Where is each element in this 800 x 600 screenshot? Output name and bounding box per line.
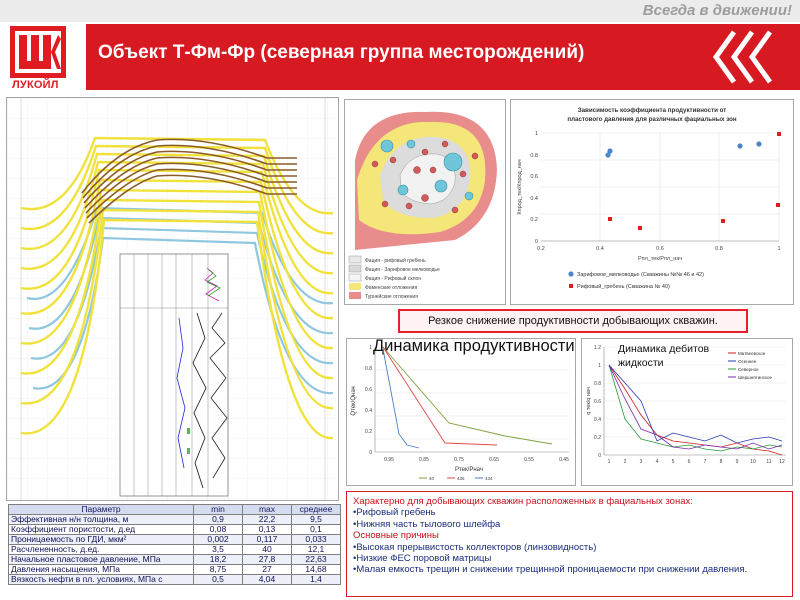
slogan: Всегда в движении! xyxy=(642,2,792,19)
chart3-x-tick: 9 xyxy=(735,459,739,465)
chart3-x-tick: 5 xyxy=(671,459,675,465)
notes-heading: Характерно для добывающих скважин расположенных в фациальных зонах: xyxy=(353,496,693,507)
chevron-emblem-icon xyxy=(710,28,782,86)
chart1-x-tick: 1 xyxy=(777,246,781,252)
seismic-section-panel xyxy=(6,97,339,501)
param-avg: 14,68 xyxy=(292,565,341,575)
chart2-x-tick: 0.55 xyxy=(524,457,534,463)
param-max: 4,04 xyxy=(243,575,292,585)
chart1-point xyxy=(776,203,780,207)
chart2-y-tick: 0.6 xyxy=(365,387,372,393)
param-avg: 1,4 xyxy=(292,575,341,585)
chart2-y-tick: 0.4 xyxy=(365,408,372,414)
title-bar xyxy=(86,24,800,90)
chart2-legend-item: 434 xyxy=(485,476,493,481)
notes-reason: •Высокая прерывистость коллекторов (линзовидность) xyxy=(353,541,597,553)
chart1-legend-item: Зарифовое_мелководье (Скважины №№ 46 и 42) xyxy=(577,272,704,278)
chart3-legend-item: Шершнятинское xyxy=(738,375,772,380)
chart1-point xyxy=(608,217,612,221)
logo-text: ЛУКОЙЛ xyxy=(12,79,59,91)
table-row xyxy=(9,535,341,545)
table-row xyxy=(9,515,341,525)
chart1-y-label: Кпрод_тек/Кпрод_нач xyxy=(517,159,523,215)
param-min: 8,75 xyxy=(194,565,243,575)
chart3-x-tick: 6 xyxy=(687,459,691,465)
map-legend-item: Фаменские отложения xyxy=(365,285,418,291)
table-row xyxy=(9,555,341,565)
chart2-legend-item: 40 xyxy=(429,476,435,481)
param-name: Расчлененность, д.ед. xyxy=(9,545,194,555)
chart1-x-tick: 0.8 xyxy=(715,246,723,252)
chart3-y-tick: 1 xyxy=(598,363,601,369)
param-name: Эффективная н/н толщина, м xyxy=(9,515,194,525)
param-avg: 0,033 xyxy=(292,535,341,545)
chart3-x-tick: 12 xyxy=(779,459,785,465)
chart2-x-tick: 0.95 xyxy=(384,457,394,463)
param-min: 0,002 xyxy=(194,535,243,545)
chart3-y-tick: 0 xyxy=(598,453,601,459)
param-max: 27 xyxy=(243,565,292,575)
chart3-y-tick: 0.8 xyxy=(594,381,601,387)
chart3-x-tick: 4 xyxy=(655,459,659,465)
chart1-x-label: Рпл_тек/Рпл_нач xyxy=(637,256,683,262)
chart2-x-tick: 0.45 xyxy=(559,457,569,463)
chart3-x-tick: 3 xyxy=(639,459,643,465)
param-min: 0,08 xyxy=(194,525,243,535)
chart3-x-tick: 8 xyxy=(719,459,723,465)
chart1-y-tick: 0.2 xyxy=(530,217,538,223)
chart3-y-tick: 0.6 xyxy=(594,399,601,405)
chart2-x-tick: 0.65 xyxy=(489,457,499,463)
table-row xyxy=(9,565,341,575)
param-avg: 22,63 xyxy=(292,555,341,565)
map-legend-item: Фация - Зарифовое мелководье xyxy=(365,267,440,273)
param-max: 40 xyxy=(243,545,292,555)
table-header: max xyxy=(243,505,292,515)
param-avg: 9,5 xyxy=(292,515,341,525)
chart3-legend-item: Северное xyxy=(738,367,759,372)
param-max: 27,8 xyxy=(243,555,292,565)
param-min: 3,5 xyxy=(194,545,243,555)
chart1-legend-item: Рифовый_гребень (Скважина № 40) xyxy=(577,284,670,290)
chart1-point xyxy=(737,143,742,148)
param-min: 18,2 xyxy=(194,555,243,565)
chart3-legend-item: Осеннее xyxy=(738,359,757,364)
facies-map-image xyxy=(345,100,505,304)
map-legend-item: Фация - Рифовый склон xyxy=(365,276,422,282)
chart2-x-label: Ртек/Рнач xyxy=(455,467,483,473)
param-max: 0,117 xyxy=(243,535,292,545)
chart2-x-tick: 0.75 xyxy=(454,457,464,463)
chart1-y-tick: 0 xyxy=(534,239,538,245)
flow-rate-dynamics-chart xyxy=(581,338,793,486)
param-min: 0,9 xyxy=(194,515,243,525)
chart3-x-tick: 10 xyxy=(750,459,756,465)
seismic-section-image xyxy=(7,98,338,500)
chart3-x-tick: 1 xyxy=(607,459,611,465)
chart2-y-tick: 0.8 xyxy=(365,366,372,372)
chart1-y-tick: 1 xyxy=(534,131,538,137)
chart3-x-tick: 7 xyxy=(703,459,707,465)
chart3-y-tick: 1.2 xyxy=(594,345,601,351)
map-legend xyxy=(349,256,440,300)
param-avg: 0,1 xyxy=(292,525,341,535)
table-row xyxy=(9,525,341,535)
table-header: min xyxy=(194,505,243,515)
chart1-x-tick: 0.6 xyxy=(656,246,664,252)
chart1-point xyxy=(756,141,761,146)
param-max: 0,13 xyxy=(243,525,292,535)
chart2-y-tick: 1 xyxy=(369,345,372,351)
chart2-y-label: Qтек/Qнач xyxy=(351,386,357,416)
chart1-y-tick: 0.6 xyxy=(530,174,538,180)
facies-map-panel xyxy=(344,99,506,305)
param-name: Проницаемость по ГДИ, мкм² xyxy=(9,535,194,545)
chart2-title: Динамика продуктивности xyxy=(373,339,575,355)
chart1-title-line2: пластового давления для различных фациальных зон xyxy=(567,116,737,123)
param-name: Вязкость нефти в пл. условиях, МПа с xyxy=(9,575,194,585)
map-legend-item: Турнейские отложения xyxy=(365,294,418,300)
param-max: 22,2 xyxy=(243,515,292,525)
param-min: 0,5 xyxy=(194,575,243,585)
chart3-title-line2: жидкости xyxy=(618,357,664,369)
notes-box xyxy=(346,491,793,597)
chart2-x-tick: 0.85 xyxy=(419,457,429,463)
notes-zone: •Рифовый гребень xyxy=(353,507,436,519)
notes-reasons-heading: Основные причины xyxy=(353,530,439,542)
chart1-y-tick: 0.4 xyxy=(530,196,538,202)
chart1-point xyxy=(638,226,642,230)
chart2-series-434 xyxy=(383,349,419,448)
map-legend-item: Фация - рифовый гребень xyxy=(365,258,426,264)
table-row xyxy=(9,575,341,585)
chart2-legend-item: 436 xyxy=(457,476,465,481)
productivity-vs-pressure-chart xyxy=(510,99,794,305)
param-avg: 12,1 xyxy=(292,545,341,555)
chart2-y-tick: 0 xyxy=(369,450,372,456)
chart3-x-tick: 2 xyxy=(623,459,627,465)
chart2-series-40 xyxy=(383,347,552,444)
chart3-y-tick: 0.2 xyxy=(594,435,601,441)
chart3-legend-item: Матвеевское xyxy=(738,351,766,356)
chart1-point xyxy=(721,219,725,223)
param-name: Начальное пластовое давление, МПа xyxy=(9,555,194,565)
chart3-y-tick: 0.4 xyxy=(594,417,601,423)
notes-reason: •Низкие ФЕС поровой матрицы xyxy=(353,553,492,565)
chart1-y-tick: 0.8 xyxy=(530,153,538,159)
chart3-y-label: q тек/q нач xyxy=(586,387,592,415)
table-row xyxy=(9,545,341,555)
chart1-x-tick: 0.2 xyxy=(537,246,545,252)
callout-banner: Резкое снижение продуктивности добывающих скважин. xyxy=(398,309,748,333)
page-title: Объект Т-Фм-Фр (северная группа месторождений) xyxy=(98,42,585,63)
table-header: Параметр xyxy=(9,505,194,515)
chart1-point xyxy=(607,148,612,153)
param-name: Коэффициент пористости, д.ед xyxy=(9,525,194,535)
chart1-point xyxy=(777,132,781,136)
productivity-dynamics-chart xyxy=(346,338,576,486)
chart3-title-line1: Динамика дебитов xyxy=(618,343,710,355)
table-header: среднее xyxy=(292,505,341,515)
parameters-table xyxy=(8,504,341,596)
notes-zone: •Нижняя часть тылового шлейфа xyxy=(353,518,501,530)
chart3-x-tick: 11 xyxy=(766,459,772,465)
notes-reason: •Малая емкость трещин и снижении трещинной проницаемости при снижении давления. xyxy=(353,564,748,576)
chart2-y-tick: 0.2 xyxy=(365,429,372,435)
param-name: Давления насыщения, МПа xyxy=(9,565,194,575)
chart1-title-line1: Зависимость коэффициента продуктивности от xyxy=(577,107,727,114)
chart1-x-tick: 0.4 xyxy=(596,246,604,252)
